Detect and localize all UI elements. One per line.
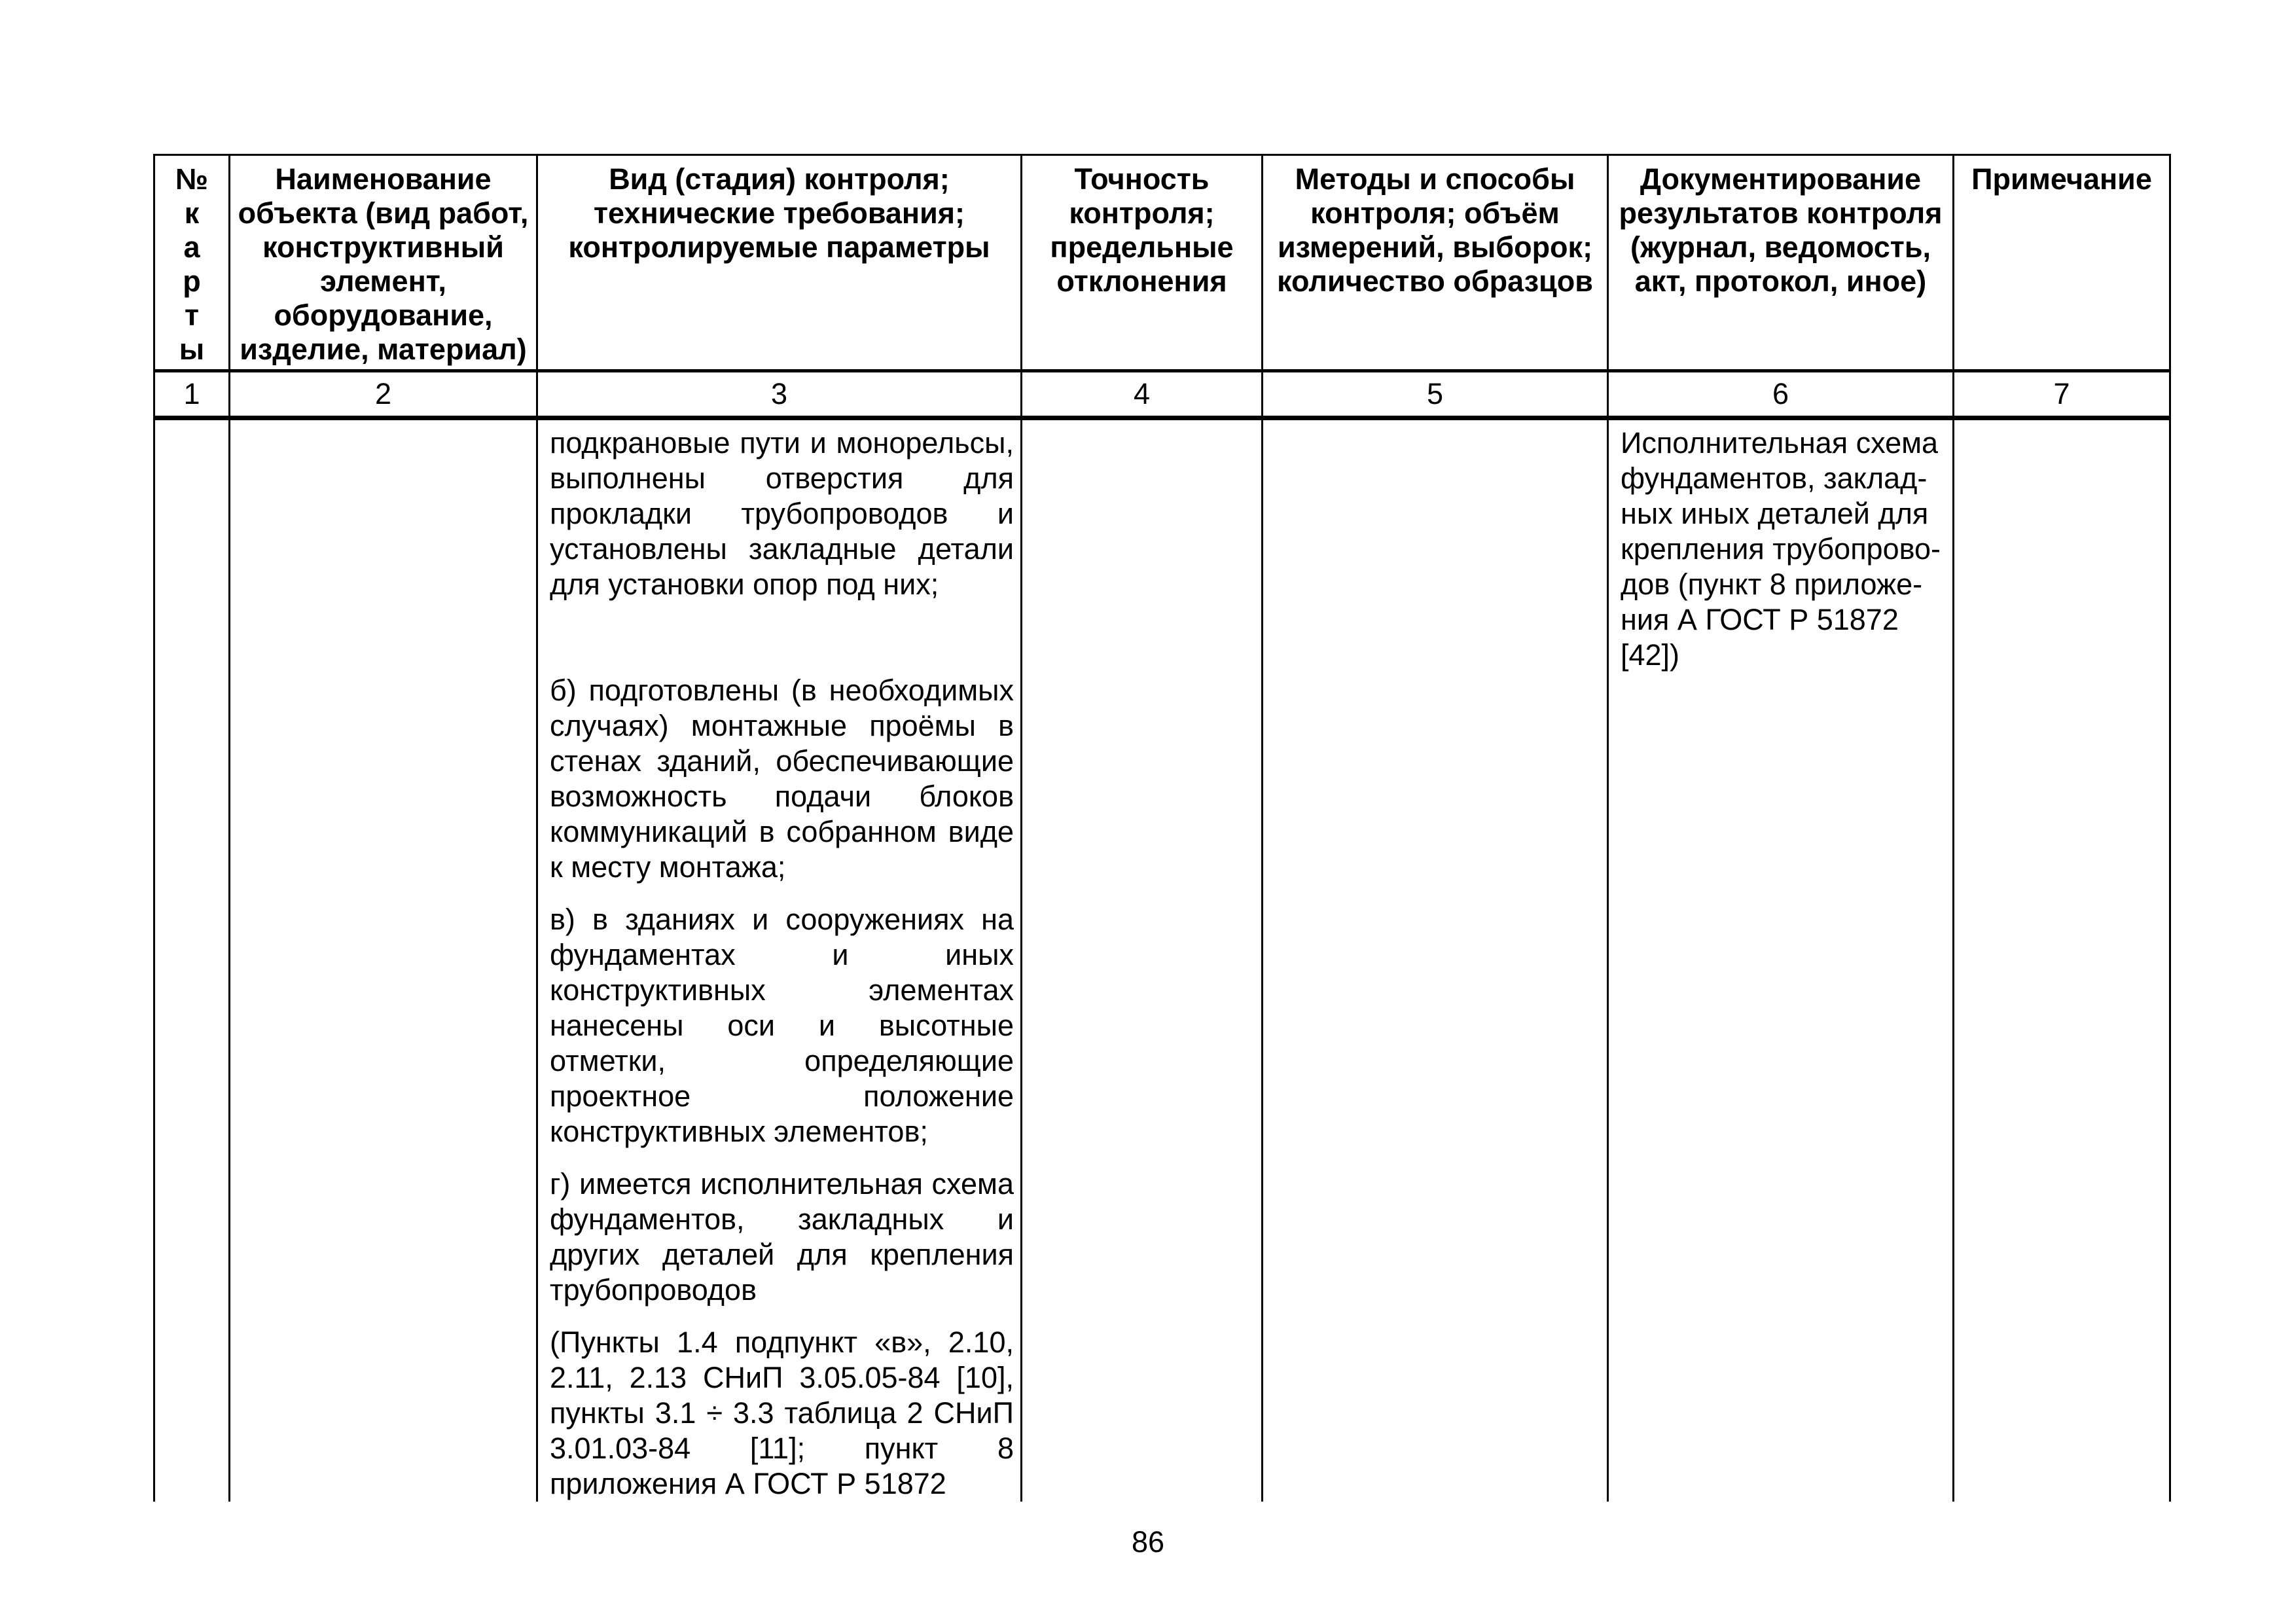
requirement-paragraph: (Пункты 1.4 подпункт «в», 2.10, 2.11, 2.13 СНиП 3.05.05-84 [10], пункты 3.1 ÷ 3.3 таблица 2 СНиП 3.01.03-84 [11]; пункт 8 приложения А ГОСТ Р 51872 [550, 1326, 1014, 1500]
cell-object-name [230, 418, 537, 1502]
column-number-row [154, 371, 2170, 418]
cell-control-requirements [537, 418, 1022, 1502]
header-card-number-line: ы [179, 333, 205, 366]
header-card-number-line: т [184, 298, 200, 332]
header-line: оборудование, [274, 298, 493, 332]
header-object-name [230, 155, 537, 371]
header-card-number [154, 155, 230, 371]
header-card-number-line: к [184, 196, 200, 230]
header-card-number-line: р [183, 264, 201, 298]
documentation-line: крепления трубопрово- [1621, 532, 1941, 566]
header-line: технические требования; [593, 196, 965, 230]
column-number: 3 [537, 371, 1022, 418]
cell-methods [1263, 418, 1608, 1502]
header-line: акт, протокол, иное) [1634, 264, 1927, 298]
column-number: 6 [1608, 371, 1954, 418]
documentation-line: фундаментов, заклад- [1621, 461, 1928, 495]
header-line: Вид (стадия) контроля; [609, 162, 950, 196]
cell-documentation [1608, 418, 1954, 1502]
header-documentation [1608, 155, 1954, 371]
control-table [153, 154, 2171, 1502]
header-line: отклонения [1056, 264, 1227, 298]
requirement-paragraph: г) имеется исполнительная схема фундаментов, закладных и других деталей для крепления трубопроводов [550, 1167, 1014, 1307]
header-line: Методы и способы [1295, 162, 1575, 196]
documentation-line: дов (пункт 8 приложе- [1621, 568, 1923, 601]
column-number: 2 [230, 371, 537, 418]
header-line: контроля; [1069, 196, 1215, 230]
requirement-paragraph: подкрановые пути и монорельсы, выполнены отверстия для прокладки трубопроводов и установлены закладные детали для установки опор под них; [550, 426, 1014, 601]
cell-accuracy [1022, 418, 1263, 1502]
header-line: контролируемые параметры [568, 230, 990, 264]
documentation-line: Исполнительная схема [1621, 426, 1939, 460]
header-note [1954, 155, 2170, 371]
documentation-line: ния А ГОСТ Р 51872 [42]) [1621, 603, 1899, 672]
header-accuracy [1022, 155, 1263, 371]
column-number: 4 [1022, 371, 1263, 418]
header-line: контроля; объём [1310, 196, 1560, 230]
cell-card-number [154, 418, 230, 1502]
header-line: (журнал, ведомость, [1630, 230, 1931, 264]
requirement-paragraph: б) подготовлены (в необходимых случаях) монтажные проёмы в стенах зданий, обеспечивающие возможность подачи блоков коммуникаций в собранном виде к месту монтажа; [550, 674, 1014, 884]
header-methods [1263, 155, 1608, 371]
header-line: элемент, [320, 264, 446, 298]
header-line: Документирование [1640, 162, 1922, 196]
header-line: измерений, выборок; [1277, 230, 1593, 264]
header-row [154, 155, 2170, 371]
header-card-number-line: а [183, 230, 200, 264]
documentation-line: ных иных деталей для [1621, 497, 1929, 530]
header-card-number-line: № [175, 162, 209, 196]
page-number: 86 [1131, 1525, 1165, 1559]
header-control-type [537, 155, 1022, 371]
header-line: количество образцов [1277, 264, 1593, 298]
column-number: 1 [154, 371, 230, 418]
column-number: 7 [1954, 371, 2170, 418]
header-line: объекта (вид работ, [238, 196, 529, 230]
requirement-paragraph: в) в зданиях и сооружениях на фундаментах и иных конструктивных элементах нанесены оси и высотные отметки, определяющие проектное положение конструктивных элементов; [550, 903, 1014, 1148]
cell-note [1954, 418, 2170, 1502]
header-line: результатов контроля [1619, 196, 1943, 230]
header-line: предельные [1050, 230, 1234, 264]
header-line: Примечание [1971, 162, 2152, 196]
table-row [154, 418, 2170, 1502]
header-line: Наименование [275, 162, 492, 196]
header-line: Точность [1074, 162, 1210, 196]
column-number: 5 [1263, 371, 1608, 418]
header-line: конструктивный [262, 230, 504, 264]
header-line: изделие, материал) [240, 333, 527, 366]
